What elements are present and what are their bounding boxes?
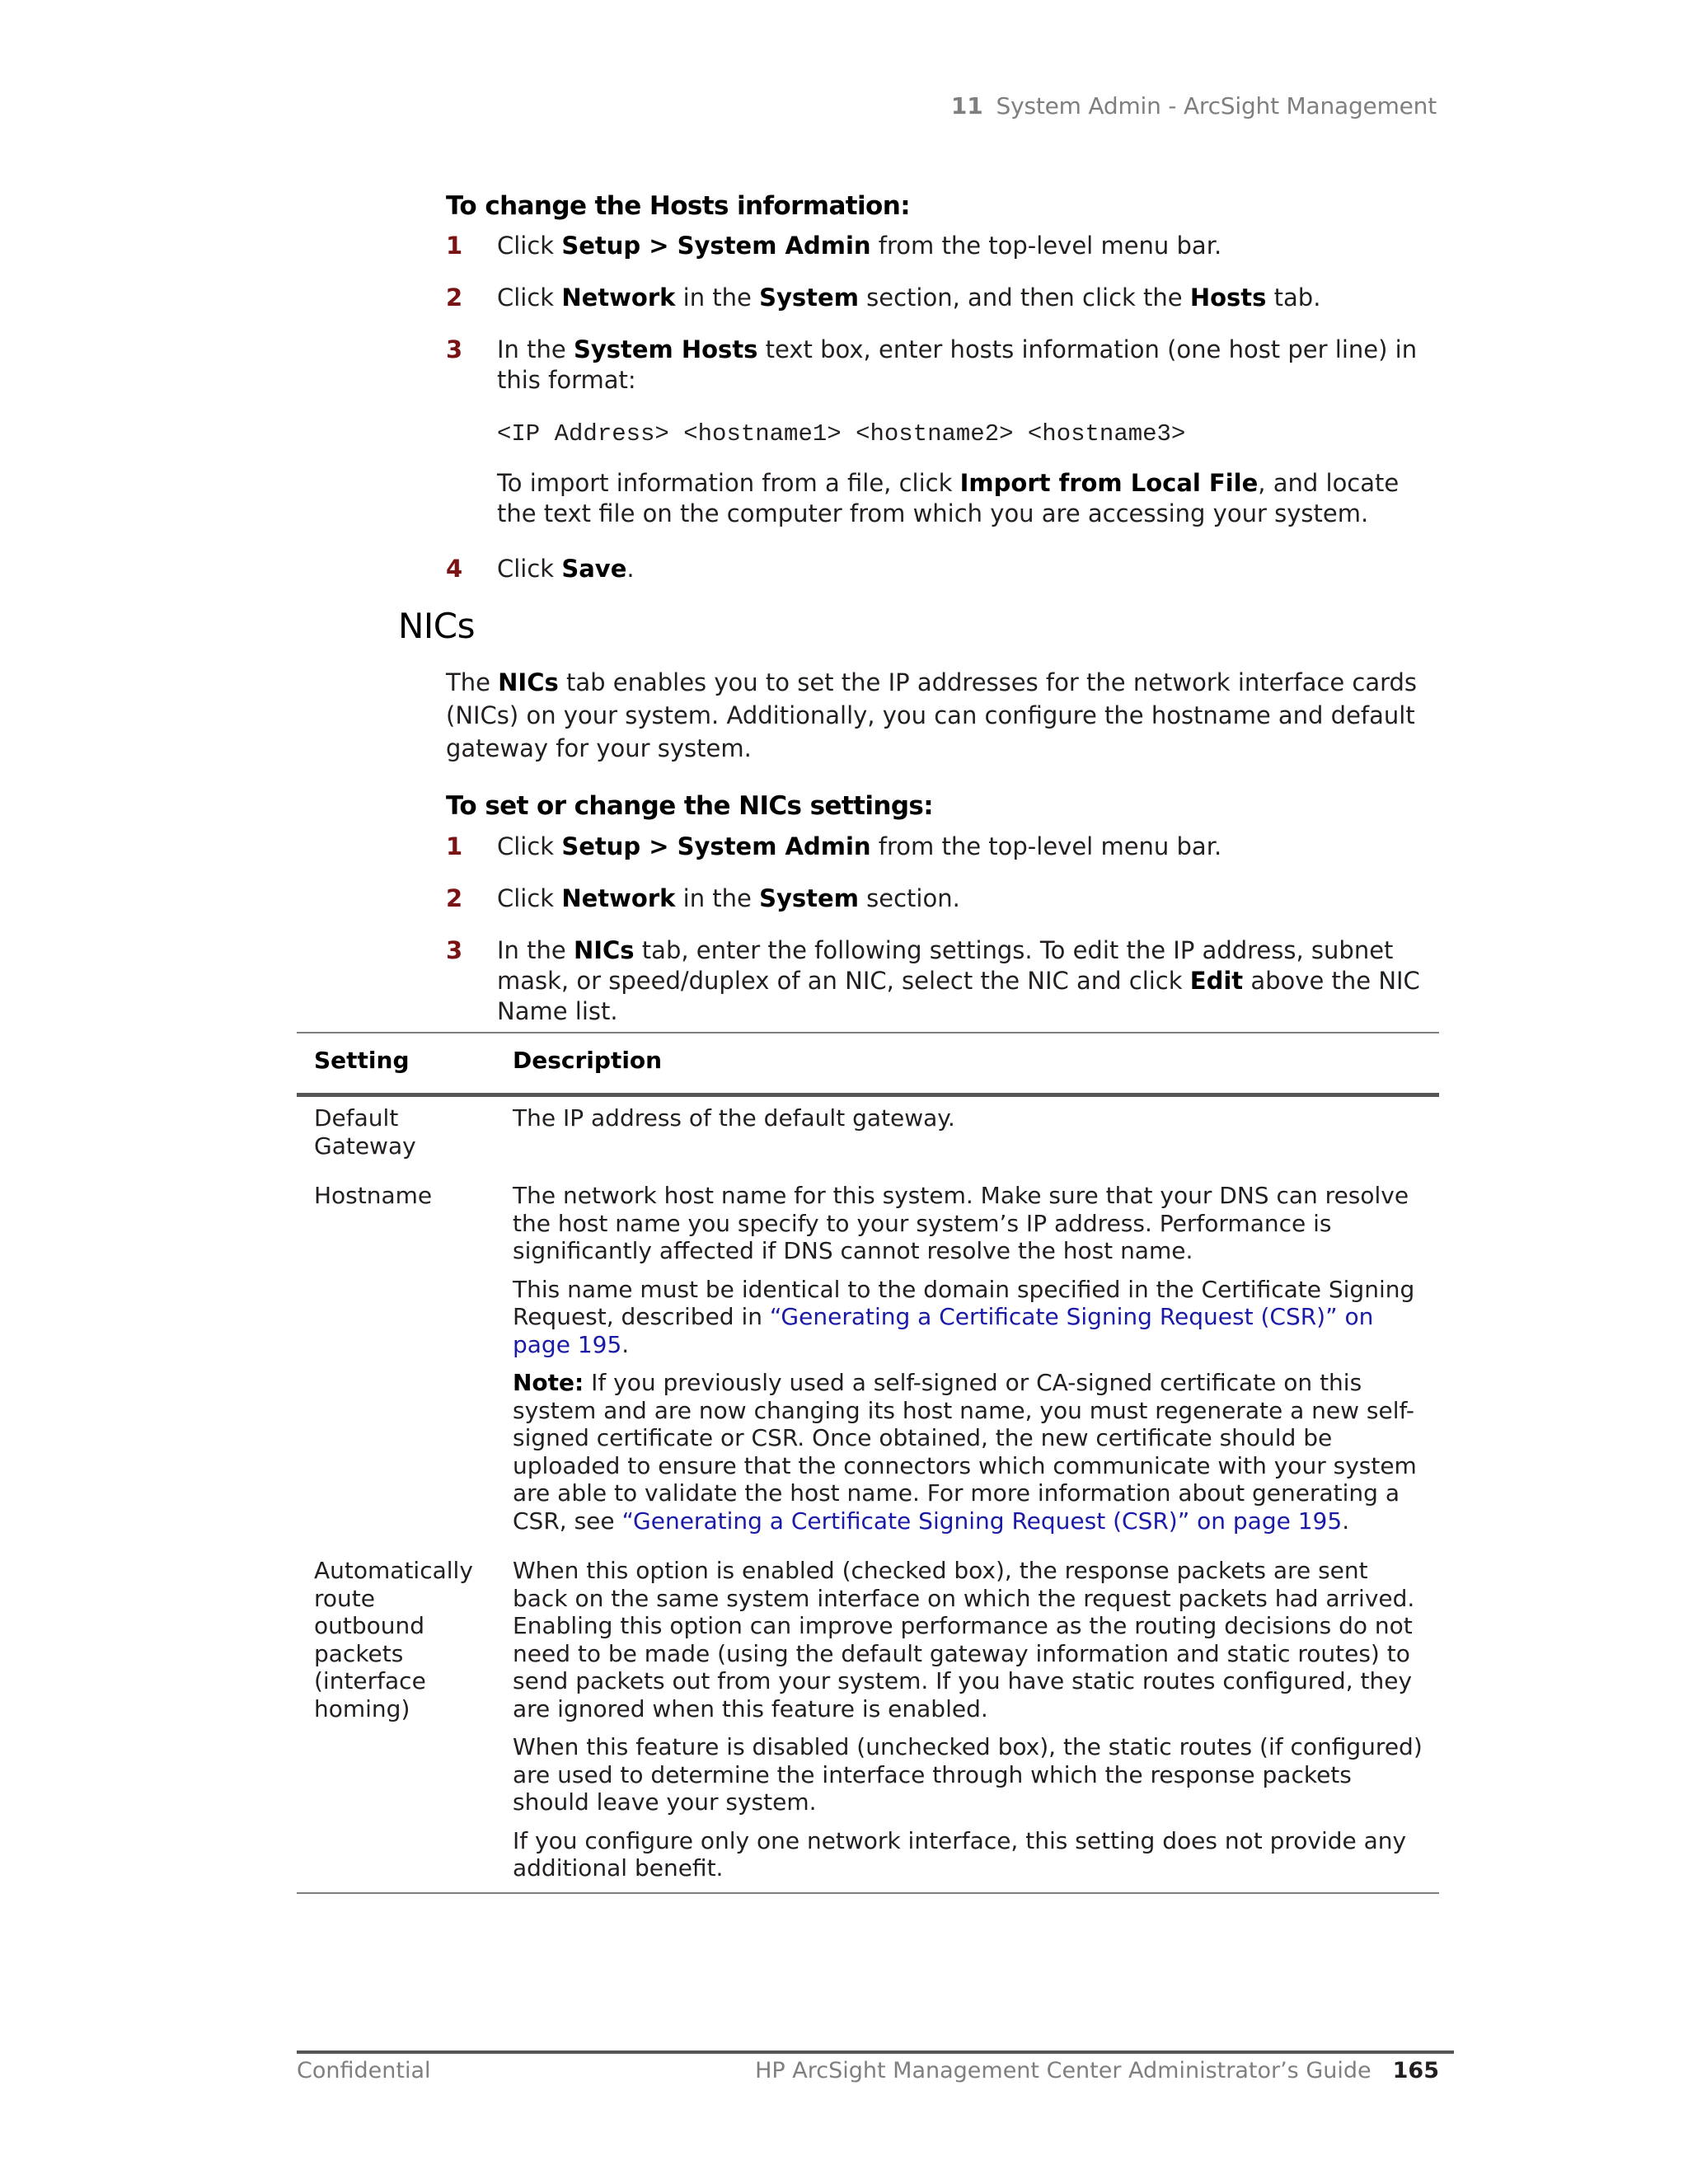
section-title-nics: NICs [398, 606, 476, 646]
table-cell-description: The network host name for this system. Make sure that your DNS can resolve the host name you specify to your system’s IP address. Performance is significantly affected if DNS cannot resolve the host name. This name must be identical to the domain specified in the Certificate Signing Request, described in “Generating a Certificate Signing Request (CSR)” on page 195. Note: If you previously used a self-signed or CA-signed certificate on this system and are now changing its host name, you must regenerate a new self-signed certificate or CSR. Once obtained, the new certificate should be uploaded to ensure that the connectors which communicate with your system are able to validate the host name. For more information about generating a CSR, see “Generating a Certificate Signing Request (CSR)” on page 195. [513, 1182, 1417, 1535]
chapter-title: System Admin - ArcSight Management [996, 92, 1437, 120]
step-number: 2 [446, 284, 463, 312]
nics-step-2: 2 Click Network in the System section. [446, 884, 960, 912]
cross-reference-link[interactable]: “Generating a Certificate Signing Request (CSR)” on page 195 [621, 1507, 1343, 1535]
table-top-rule [297, 1032, 1439, 1033]
guide-title: HP ArcSight Management Center Administrator’s Guide [755, 2058, 1372, 2083]
table-cell-setting: Default Gateway [314, 1104, 416, 1160]
running-header [951, 92, 1437, 120]
import-note: To import information from a file, click Import from Local File, and locate the text file on the computer from which you are accessing your system. [497, 469, 1400, 527]
table-header-rule [297, 1093, 1439, 1097]
step-number: 3 [446, 936, 463, 964]
page-number: 165 [1392, 2058, 1439, 2083]
step-number: 4 [446, 555, 463, 583]
hosts-format-code: <IP Address> <hostname1> <hostname2> <hostname3> [497, 420, 1186, 448]
table-cell-setting: Hostname [314, 1182, 433, 1209]
hosts-procedure-heading: To change the Hosts information: [446, 191, 911, 221]
table-header-setting: Setting [314, 1047, 410, 1074]
cross-reference-link[interactable]: “Generating a Certificate Signing Request (CSR)” on page 195 [513, 1303, 1374, 1358]
step-number: 1 [446, 232, 463, 260]
table-cell-description: When this option is enabled (checked box), the response packets are sent back on the same system interface on which the request packets had arrived. Enabling this option can improve performance as the routing decisions do not need to be made (using the default gateway information and static routes) to send packets out from your system. If you have static routes configured, they are ignored when this feature is enabled. When this feature is disabled (unchecked box), the static routes (if configured) are used to determine the interface through which the response packets should leave your system. If you configure only one network interface, this setting does not provide any additional benefit. [513, 1557, 1423, 1882]
nics-procedure-heading: To set or change the NICs settings: [446, 791, 934, 821]
hosts-step-3: 3 In the System Hosts text box, enter hosts information (one host per line) in this format: [446, 335, 1418, 394]
hosts-step-2: 2 Click Network in the System section, and then click the Hosts tab. [446, 284, 1321, 312]
table-header-description: Description [513, 1047, 663, 1074]
table-bottom-rule [297, 1892, 1439, 1894]
footer-guide-title [755, 2058, 1439, 2083]
chapter-number: 11 [950, 92, 983, 120]
step-number: 3 [446, 335, 463, 363]
step-number: 1 [446, 832, 463, 860]
step-number: 2 [446, 884, 463, 912]
nics-intro: The NICs tab enables you to set the IP addresses for the network interface cards (NICs) on your system. Additionally, you can configure the hostname and default gateway for your system. [446, 668, 1418, 762]
footer-confidential: Confidential [297, 2058, 431, 2083]
nics-step-3: 3 In the NICs tab, enter the following settings. To edit the IP address, subnet mask, or speed/duplex of an NIC, select the NIC and click Edit above the NIC Name list. [446, 936, 1420, 1025]
nics-step-1: 1 Click Setup > System Admin from the top-level menu bar. [446, 832, 1222, 860]
footer-rule [297, 2050, 1454, 2054]
hosts-step-4: 4 Click Save. [446, 555, 635, 583]
table-cell-setting: Automatically route outbound packets (interface homing) [314, 1557, 473, 1722]
table-cell-description: The IP address of the default gateway. [513, 1104, 955, 1132]
hosts-step-1: 1 Click Setup > System Admin from the top-level menu bar. [446, 232, 1222, 260]
